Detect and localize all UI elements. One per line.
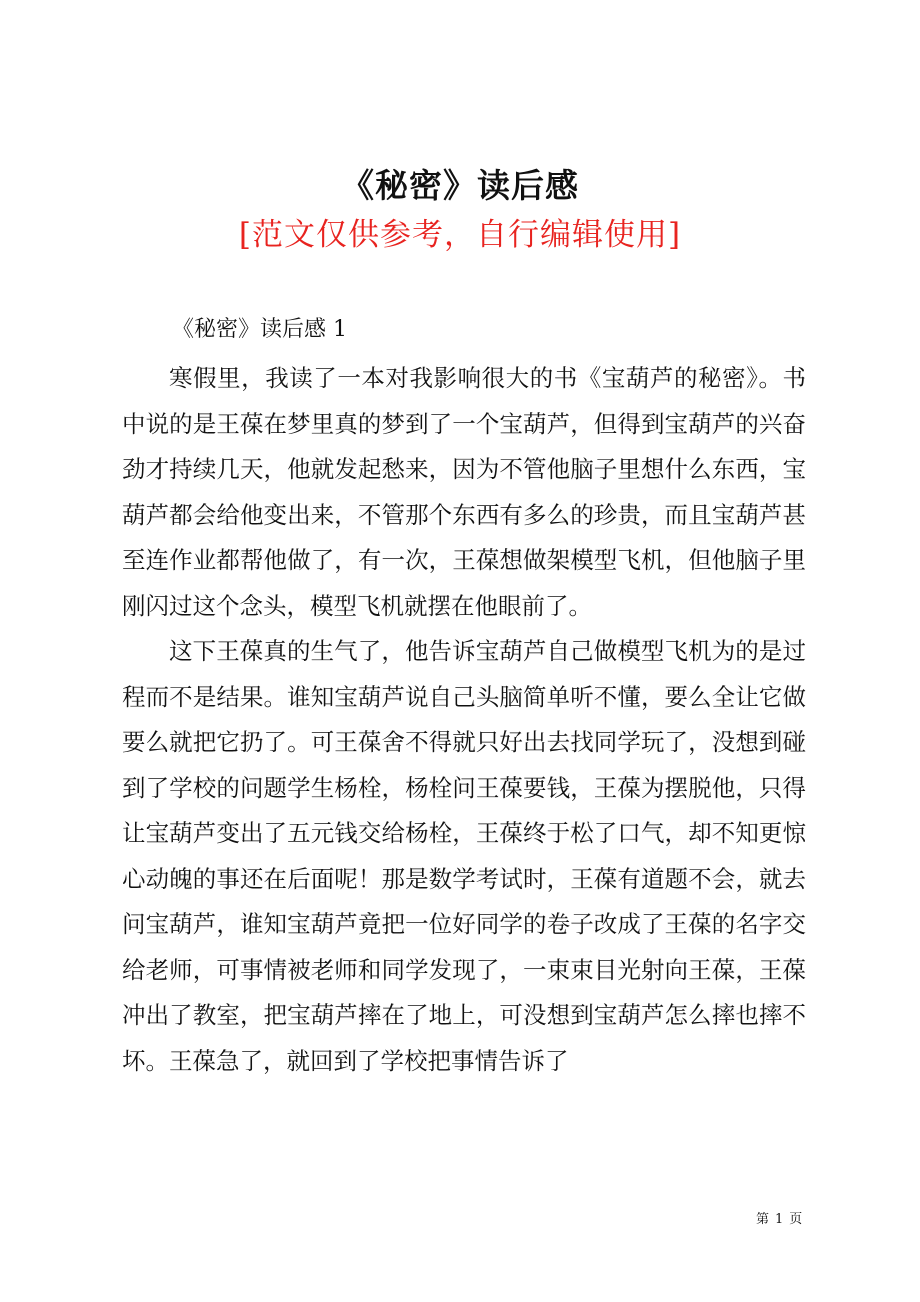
page-label-suffix: 页 (789, 1212, 803, 1227)
document-title: 《秘密》读后感 (341, 166, 579, 205)
section-heading: 《秘密》读后感 1 (172, 317, 347, 342)
template-note: [范文仅供参考，自行编辑使用] (238, 217, 682, 253)
page-number: 1 (775, 1212, 784, 1227)
page-footer (756, 1208, 802, 1227)
page-label-prefix: 第 (756, 1212, 770, 1227)
body-text (122, 356, 806, 1084)
paragraph: 寒假里，我读了一本对我影响很大的书《宝葫芦的秘密》。书中说的是王葆在梦里真的梦到了一个宝葫芦，但得到宝葫芦的兴奋劲才持续几天，他就发起愁来，因为不管他脑子里想什么东西，宝葫芦都会给他变出来，不管那个东西有多么的珍贵，而且宝葫芦甚至连作业都帮他做了，有一次，王葆想做架模型飞机，但他脑子里刚闪过这个念头，模型飞机就摆在他眼前了。 (122, 364, 806, 620)
paragraph: 这下王葆真的生气了，他告诉宝葫芦自己做模型飞机为的是过程而不是结果。谁知宝葫芦说自己头脑简单听不懂，要么全让它做要么就把它扔了。可王葆舍不得就只好出去找同学玩了，没想到碰到了学校的问题学生杨栓，杨栓问王葆要钱，王葆为摆脱他，只得让宝葫芦变出了五元钱交给杨栓，王葆终于松了口气，却不知更惊心动魄的事还在后面呢！那是数学考试时，王葆有道题不会，就去问宝葫芦，谁知宝葫芦竟把一位好同学的卷子改成了王葆的名字交给老师，可事情被老师和同学发现了，一束束目光射向王葆，王葆冲出了教室，把宝葫芦摔在了地上，可没想到宝葫芦怎么摔也摔不坏。王葆急了，就回到了学校把事情告诉了 (122, 637, 806, 1075)
